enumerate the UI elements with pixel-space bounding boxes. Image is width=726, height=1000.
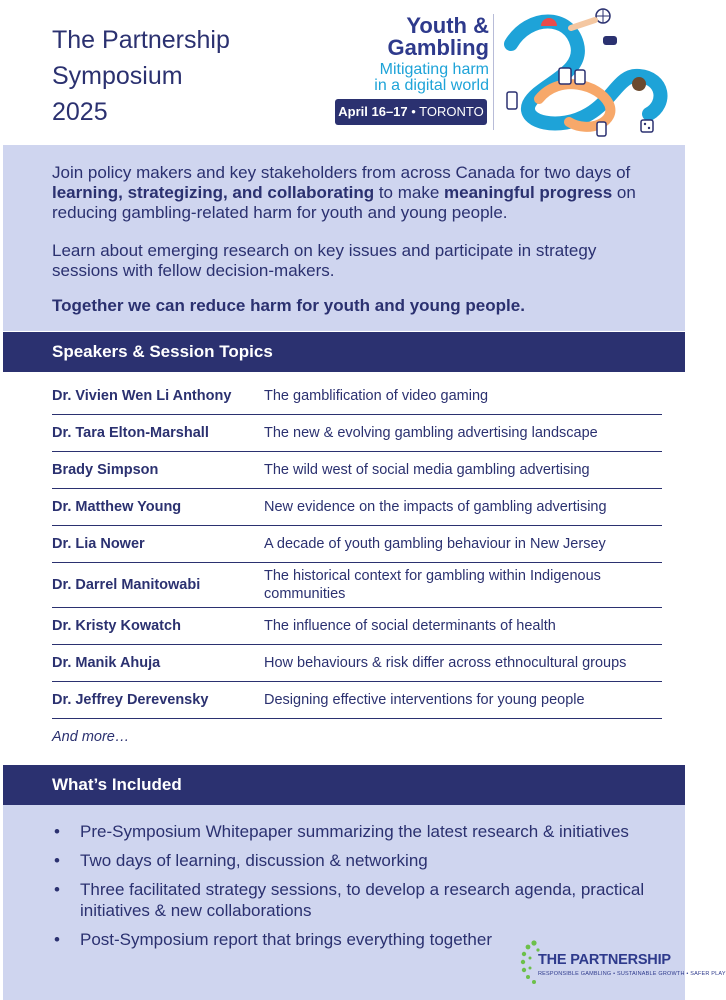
list-item	[52, 879, 662, 921]
speaker-name: Dr. Lia Nower	[52, 536, 145, 552]
speaker-name: Dr. Jeffrey Derevensky	[52, 692, 209, 708]
dice-icon	[641, 120, 653, 132]
list-item-text: Post-Symposium report that brings everything together	[80, 930, 492, 949]
header	[3, 0, 685, 145]
speaker-name: Dr. Vivien Wen Li Anthony	[52, 388, 232, 404]
session-topic: Designing effective interventions for young people	[264, 692, 585, 708]
list-item	[52, 850, 662, 871]
session-topic: The wild west of social media gambling advertising	[264, 462, 590, 478]
table-row	[52, 645, 662, 682]
intro-paragraph-2: Learn about emerging research on key issues and participate in strategy sessions with fellow decision-makers.	[52, 241, 597, 280]
session-topic: The historical context for gambling within Indigenous communities	[264, 568, 601, 602]
list-item	[52, 821, 662, 842]
intro-paragraph-1	[52, 163, 662, 223]
session-topic: The gamblification of video gaming	[264, 388, 489, 404]
card-icon	[559, 68, 571, 84]
phone-icon	[507, 92, 517, 109]
partnership-tagline: RESPONSIBLE GAMBLING • SUSTAINABLE GROWTH • SAFER PLAY	[538, 971, 726, 977]
logo-subtitle-1: Mitigating harm	[379, 61, 489, 78]
speaker-name: Dr. Matthew Young	[52, 499, 182, 515]
controller-icon	[603, 36, 617, 45]
intro-tagline: Together we can reduce harm for youth and young people.	[52, 296, 525, 315]
included-heading: What’s Included	[3, 765, 685, 805]
speaker-name: Dr. Kristy Kowatch	[52, 618, 181, 634]
title-line-3: 2025	[52, 98, 108, 126]
and-more-note: And more…	[52, 729, 130, 745]
speaker-name: Brady Simpson	[52, 462, 159, 478]
list-item-text: Pre-Symposium Whitepaper summarizing the latest research & initiatives	[80, 822, 629, 841]
logo-line-1: Youth &	[406, 13, 489, 38]
date-badge	[335, 99, 487, 125]
table-row	[52, 378, 662, 415]
bullet-icon: •	[54, 930, 60, 949]
table-row	[52, 415, 662, 452]
bullet-icon: •	[54, 851, 60, 870]
speaker-name: Dr. Manik Ahuja	[52, 655, 161, 671]
bullet-icon: •	[54, 880, 60, 899]
table-row	[52, 608, 662, 645]
list-item-text: Three facilitated strategy sessions, to develop a research agenda, practical initiatives & new collaborations	[80, 880, 645, 920]
speaker-name: Dr. Darrel Manitowabi	[52, 577, 201, 593]
list-item	[52, 929, 522, 950]
intro-text-1c: to make	[374, 183, 445, 202]
session-topic: A decade of youth gambling behaviour in New Jersey	[264, 536, 606, 552]
intro-text-1b: learning, strategizing, and collaborating	[52, 183, 375, 202]
session-topic: The influence of social determinants of health	[264, 618, 556, 634]
table-row	[52, 489, 662, 526]
intro-text-1e: on reducing gambling-related harm for youth and young people.	[52, 183, 636, 222]
arm-icon	[571, 20, 595, 28]
intro-text-1a: Join policy makers and key stakeholders from across Canada for two days of	[52, 163, 631, 182]
table-row	[52, 682, 662, 719]
speaker-name: Dr. Tara Elton-Marshall	[52, 425, 209, 441]
intro-section	[3, 145, 685, 331]
table-row	[52, 452, 662, 489]
table-row	[52, 563, 662, 608]
partnership-logo	[520, 938, 726, 996]
logo-subtitle-2: in a digital world	[374, 77, 489, 94]
title-line-1: The Partnership	[52, 26, 230, 54]
intro-text-1d: meaningful progress	[444, 183, 613, 202]
page-title	[52, 22, 230, 130]
logo-line-2: Gambling	[387, 35, 489, 60]
title-line-2: Symposium	[52, 62, 183, 90]
table-row	[52, 526, 662, 563]
session-topic: How behaviours & risk differ across ethnocultural groups	[264, 655, 627, 671]
flyer-page	[3, 0, 726, 1000]
youth-illustration-icon	[499, 4, 675, 142]
logo-divider	[493, 14, 494, 130]
list-item-text: Two days of learning, discussion & networking	[80, 851, 428, 870]
session-topic: The new & evolving gambling advertising landscape	[264, 425, 598, 441]
date-location: • TORONTO	[407, 104, 484, 119]
green-dots-icon	[520, 938, 540, 996]
person-head-icon	[632, 77, 646, 91]
date-range: April 16–17	[338, 104, 408, 119]
partnership-name: THE PARTNERSHIP	[538, 952, 671, 968]
bullet-icon: •	[54, 822, 60, 841]
speakers-heading: Speakers & Session Topics	[3, 332, 685, 372]
session-topic: New evidence on the impacts of gambling advertising	[264, 499, 607, 515]
speakers-table	[52, 378, 662, 719]
